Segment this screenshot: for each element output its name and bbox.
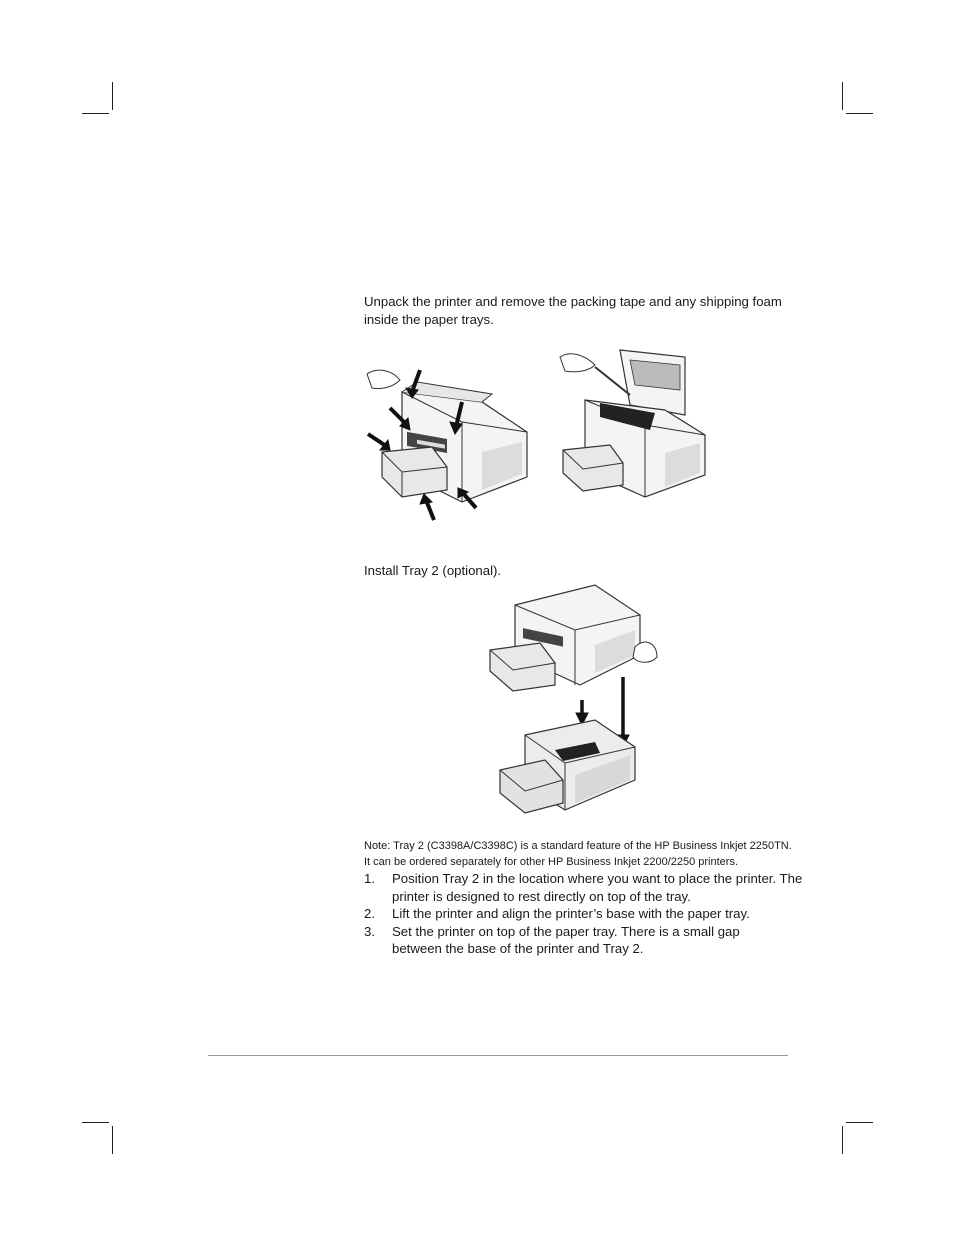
list-item: [364, 905, 804, 923]
install-tray2-instruction: Install Tray 2 (optional).: [364, 563, 502, 578]
list-item-text: Set the printer on top of the paper tray. There is a small gap between the base of the printer and Tray 2.: [392, 923, 740, 956]
crop-mark-top-left-h: [82, 113, 109, 114]
crop-mark-bottom-right-v: [842, 1126, 843, 1154]
tray2-note-line1: Note: Tray 2 (C3398A/C3398C) is a standard feature of the HP Business Inkjet 2250TN.: [364, 840, 792, 852]
printer-unpack-illustration: [362, 362, 532, 522]
list-item-text: Lift the printer and align the printer’s base with the paper tray.: [392, 906, 750, 921]
list-item-number: 2.: [364, 906, 375, 921]
tray2-note-line2: It can be ordered separately for other HP Business Inkjet 2200/2250 printers.: [364, 856, 739, 868]
crop-mark-bottom-right-h: [846, 1122, 873, 1123]
tray2-install-illustration: [485, 575, 660, 840]
printer-open-cover-illustration: [555, 345, 710, 500]
tray2-steps-list: [364, 870, 834, 958]
list-item-number: 3.: [364, 923, 375, 939]
crop-mark-bottom-left-h: [82, 1122, 109, 1123]
crop-mark-top-right-h: [846, 113, 873, 114]
list-item-text: Position Tray 2 in the location where you want to place the printer. The printer is designed to rest directly on top of the tray.: [392, 871, 803, 904]
unpack-instruction: Unpack the printer and remove the packing tape and any shipping foam inside the paper trays.: [364, 294, 782, 327]
footer-rule: [208, 1055, 788, 1056]
list-item-number: 1.: [364, 871, 375, 886]
crop-mark-top-left-v: [112, 82, 113, 110]
crop-mark-top-right-v: [842, 82, 843, 110]
list-item: [364, 870, 804, 905]
crop-mark-bottom-left-v: [112, 1126, 113, 1154]
list-item: [364, 923, 770, 958]
